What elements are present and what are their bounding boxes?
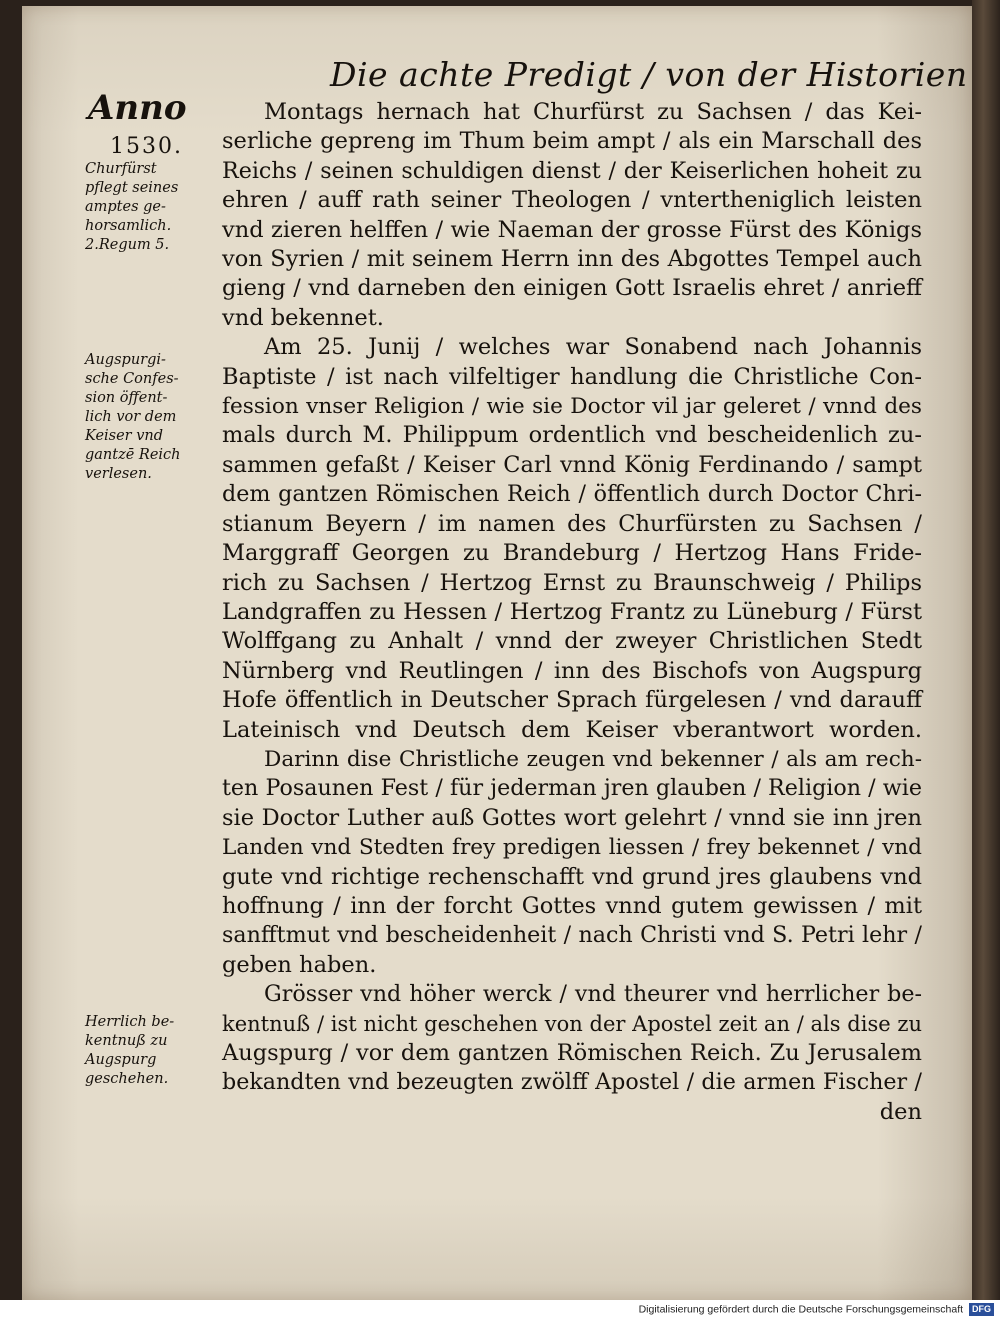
text-line: Augspurg / vor dem gantzen Römischen Reich. Zu Jerusalem <box>222 1040 922 1066</box>
text-line: mals durch M. Philippum ordentlich vnd bescheidenlich zu- <box>222 422 922 449</box>
text-line: rich zu Sachsen / Hertzog Ernst zu Braunschweig / Philips <box>222 569 922 596</box>
margin-note-line: sche Confes- <box>85 371 179 387</box>
margin-year: 1530. <box>110 134 183 159</box>
text-line: ehren / auff rath seiner Theologen / vntertheniglich leisten <box>222 187 922 214</box>
catchword: den <box>879 1098 922 1125</box>
digitization-footer <box>600 1303 994 1319</box>
text-line: Darinn dise Christliche zeugen vnd bekenner / als am rech- <box>264 746 922 772</box>
text-line: Hofe öffentlich in Deutscher Sprach fürgelesen / vnd darauff <box>222 687 922 714</box>
text-line: Am 25. Junij / welches war Sonabend nach Johannis <box>264 334 922 361</box>
text-line: geben haben. <box>222 951 377 978</box>
text-line: ten Posaunen Fest / für jederman jren glauben / Religion / wie <box>222 775 922 802</box>
catchword-block <box>222 1098 922 1127</box>
margin-anno-label: Anno <box>88 88 187 128</box>
book-edge <box>972 0 1000 1300</box>
text-line: vnd zieren helffen / wie Naeman der grosse Fürst des Königs <box>222 216 922 243</box>
text-line: von Syrien / mit seinem Herrn inn des Abgottes Tempel auch <box>222 246 922 273</box>
text-line: Marggraff Georgen zu Brandeburg / Hertzog Hans Fride- <box>222 540 922 567</box>
margin-note-line: gantzē Reich <box>85 447 181 463</box>
margin-note-line: Augspurg <box>85 1052 157 1068</box>
margin-note-confession <box>85 351 213 484</box>
margin-note-line: 2.Regum 5. <box>85 237 170 253</box>
text-line: Landen vnd Stedten frey predigen liessen / frey bekennet / vnd <box>222 835 922 861</box>
text-line: stianum Beyern / im namen des Churfürsten zu Sachsen / <box>222 510 922 537</box>
text-line: vnd bekennet. <box>222 304 384 331</box>
text-line: Lateinisch vnd Deutsch dem Keiser vberantwort worden. <box>222 716 922 743</box>
dfg-logo: DFG <box>969 1303 994 1316</box>
margin-note-line: verlesen. <box>85 466 152 482</box>
paragraph <box>222 980 922 1098</box>
text-line: Montags hernach hat Churfürst zu Sachsen / das Kei- <box>264 99 922 125</box>
margin-note-line: amptes ge- <box>85 199 166 215</box>
text-line: Reichs / seinen schuldigen dienst / der Keiserlichen hoheit zu <box>222 157 922 184</box>
margin-note-line: geschehen. <box>85 1071 169 1087</box>
margin-note-line: kentnuß zu <box>85 1033 168 1049</box>
text-line: Landgraffen zu Hessen / Hertzog Frantz zu Lüneburg / Fürst <box>222 598 922 625</box>
margin-note-bekentnuss <box>85 1013 213 1089</box>
margin-note-churfuerst <box>85 160 213 255</box>
text-line: sammen gefaßt / Keiser Carl vnnd König Ferdinando / sampt <box>222 451 922 478</box>
paragraph <box>222 98 922 333</box>
text-line: sanfftmut vnd bescheidenheit / nach Christi vnd S. Petri lehr / <box>222 922 922 949</box>
margin-note-line: sion öffent- <box>85 390 168 406</box>
text-line: Baptiste / ist nach vilfeltiger handlung die Christliche Con- <box>222 363 922 390</box>
margin-note-line: lich vor dem <box>85 409 177 425</box>
text-line: bekandten vnd bezeugten zwölff Apostel / die armen Fischer / <box>222 1069 922 1096</box>
text-line: sie Doctor Luther auß Gottes wort gelehrt / vnnd sie inn jren <box>222 804 922 831</box>
paragraph <box>222 333 922 745</box>
paragraph <box>222 745 922 980</box>
text-line: fession vnser Religion / wie sie Doctor vil jar geleret / vnnd des <box>222 394 922 420</box>
text-line: Grösser vnd höher werck / vnd theurer vnd herrlicher be- <box>264 981 922 1008</box>
text-line: Wolffgang zu Anhalt / vnnd der zweyer Christlichen Stedt <box>222 628 922 655</box>
body-text <box>222 98 922 1127</box>
margin-note-line: Churfürst <box>85 161 157 177</box>
margin-note-line: horsamlich. <box>85 218 172 234</box>
footer-text: Digitalisierung gefördert durch die Deutsche Forschungsgemeinschaft <box>638 1303 964 1316</box>
text-line: hoffnung / inn der forcht Gottes vnnd gutem gewissen / mit <box>222 892 922 919</box>
text-line: kentnuß / ist nicht geschehen von der Apostel zeit an / als dise zu <box>222 1011 922 1036</box>
margin-note-line: pflegt seines <box>85 180 179 196</box>
text-line: gieng / vnd darneben den einigen Gott Israelis ehret / anrieff <box>222 275 922 302</box>
text-line: dem gantzen Römischen Reich / öffentlich durch Doctor Chri- <box>222 481 922 508</box>
margin-note-line: Augspurgi- <box>85 352 166 368</box>
text-line: Nürnberg vnd Reutlingen / inn des Bischofs von Augspurg <box>222 657 922 684</box>
text-line: gute vnd richtige rechenschafft vnd grund jres glaubens vnd <box>222 863 922 890</box>
text-line: serliche gepreng im Thum beim ampt / als ein Marschall des <box>222 128 922 155</box>
margin-note-line: Herrlich be- <box>85 1014 175 1030</box>
margin-note-line: Keiser vnd <box>85 428 164 444</box>
running-head: Die achte Predigt / von der Historien <box>330 55 968 94</box>
